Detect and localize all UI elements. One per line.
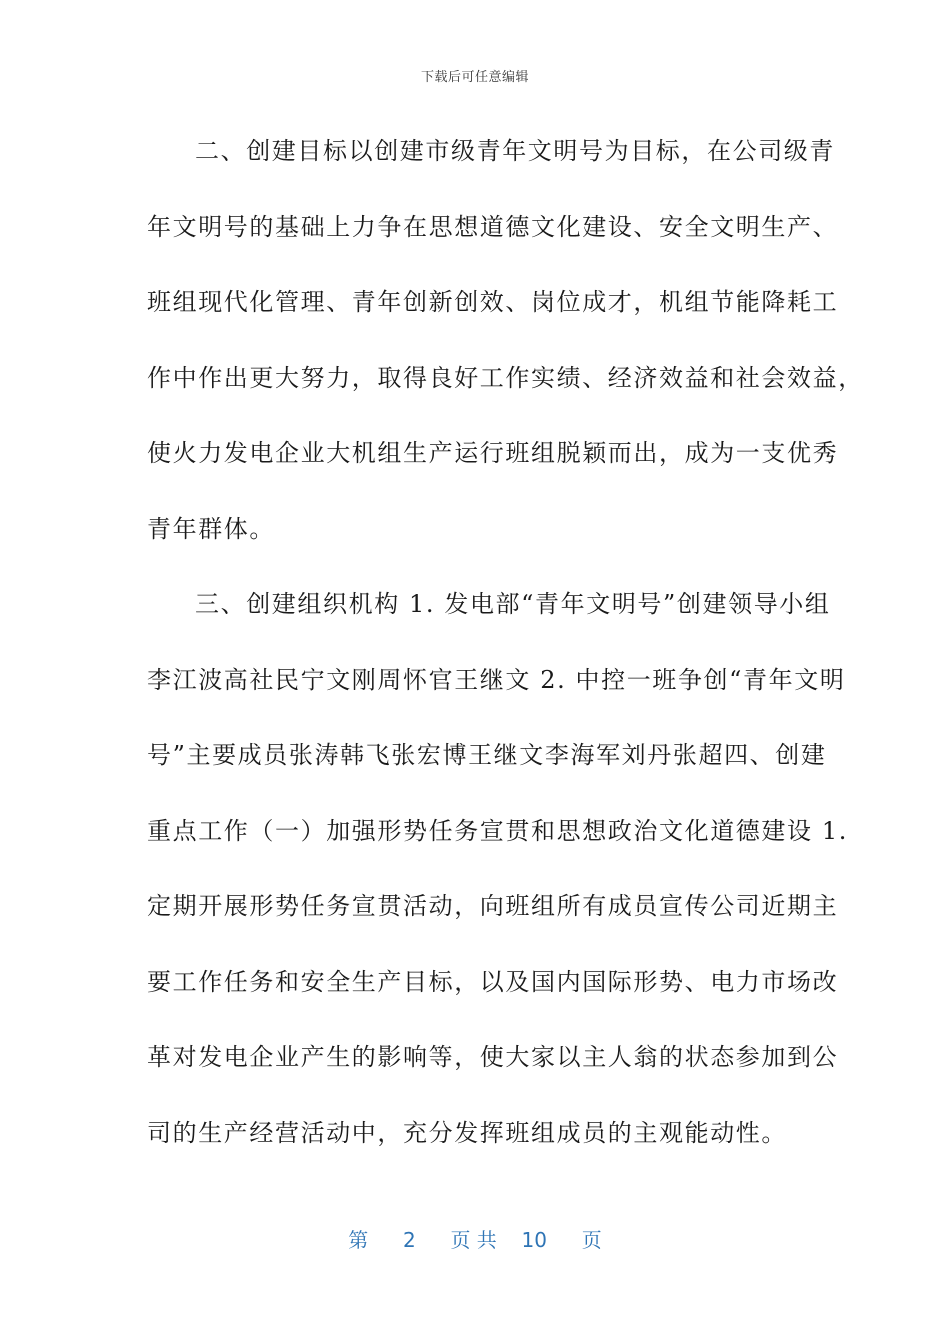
text-line: 重点工作（一）加强形势任务宣贯和思想政治文化道德建设 1. bbox=[147, 816, 848, 845]
footer-prefix: 第 bbox=[348, 1228, 369, 1252]
header-note: 下载后可任意编辑 bbox=[420, 70, 529, 85]
document-body bbox=[147, 114, 864, 1171]
text-line: 使火力发电企业大机组生产运行班组脱颖而出，成为一支优秀 bbox=[147, 439, 839, 467]
paragraph-goal bbox=[147, 114, 864, 567]
total-page-count: 10 bbox=[521, 1228, 547, 1252]
text-line: 定期开展形势任务宣贯活动，向班组所有成员宣传公司近期主 bbox=[147, 892, 839, 920]
text-line: 李江波高社民宁文刚周怀官王继文 2. 中控一班争创“青年文明 bbox=[147, 665, 846, 694]
text-line: 二、创建目标以创建市级青年文明号为目标，在公司级青 bbox=[195, 137, 835, 165]
text-line: 司的生产经营活动中，充分发挥班组成员的主观能动性。 bbox=[147, 1118, 787, 1147]
text-line: 作中作出更大努力，取得良好工作实绩、经济效益和社会效益， bbox=[147, 363, 864, 392]
footer-middle: 页 共 bbox=[450, 1228, 497, 1252]
current-page-number: 2 bbox=[403, 1228, 416, 1252]
footer-suffix: 页 bbox=[581, 1228, 602, 1252]
text-line: 青年群体。 bbox=[147, 514, 275, 543]
text-line: 革对发电企业产生的影响等，使大家以主人翁的状态参加到公 bbox=[147, 1043, 839, 1071]
text-line: 年文明号的基础上力争在思想道德文化建设、安全文明生产、 bbox=[147, 212, 839, 241]
text-line: 号”主要成员张涛韩飞张宏博王继文李海军刘丹张超四、创建 bbox=[147, 741, 827, 769]
text-line: 班组现代化管理、青年创新创效、岗位成才，机组节能降耗工 bbox=[147, 288, 839, 316]
text-line: 三、创建组织机构 1. 发电部“青年文明号”创建领导小组 bbox=[195, 590, 831, 618]
page-number-footer bbox=[0, 1224, 950, 1253]
text-line: 要工作任务和安全生产目标，以及国内国际形势、电力市场改 bbox=[147, 967, 839, 996]
paragraph-organization bbox=[147, 567, 848, 1171]
